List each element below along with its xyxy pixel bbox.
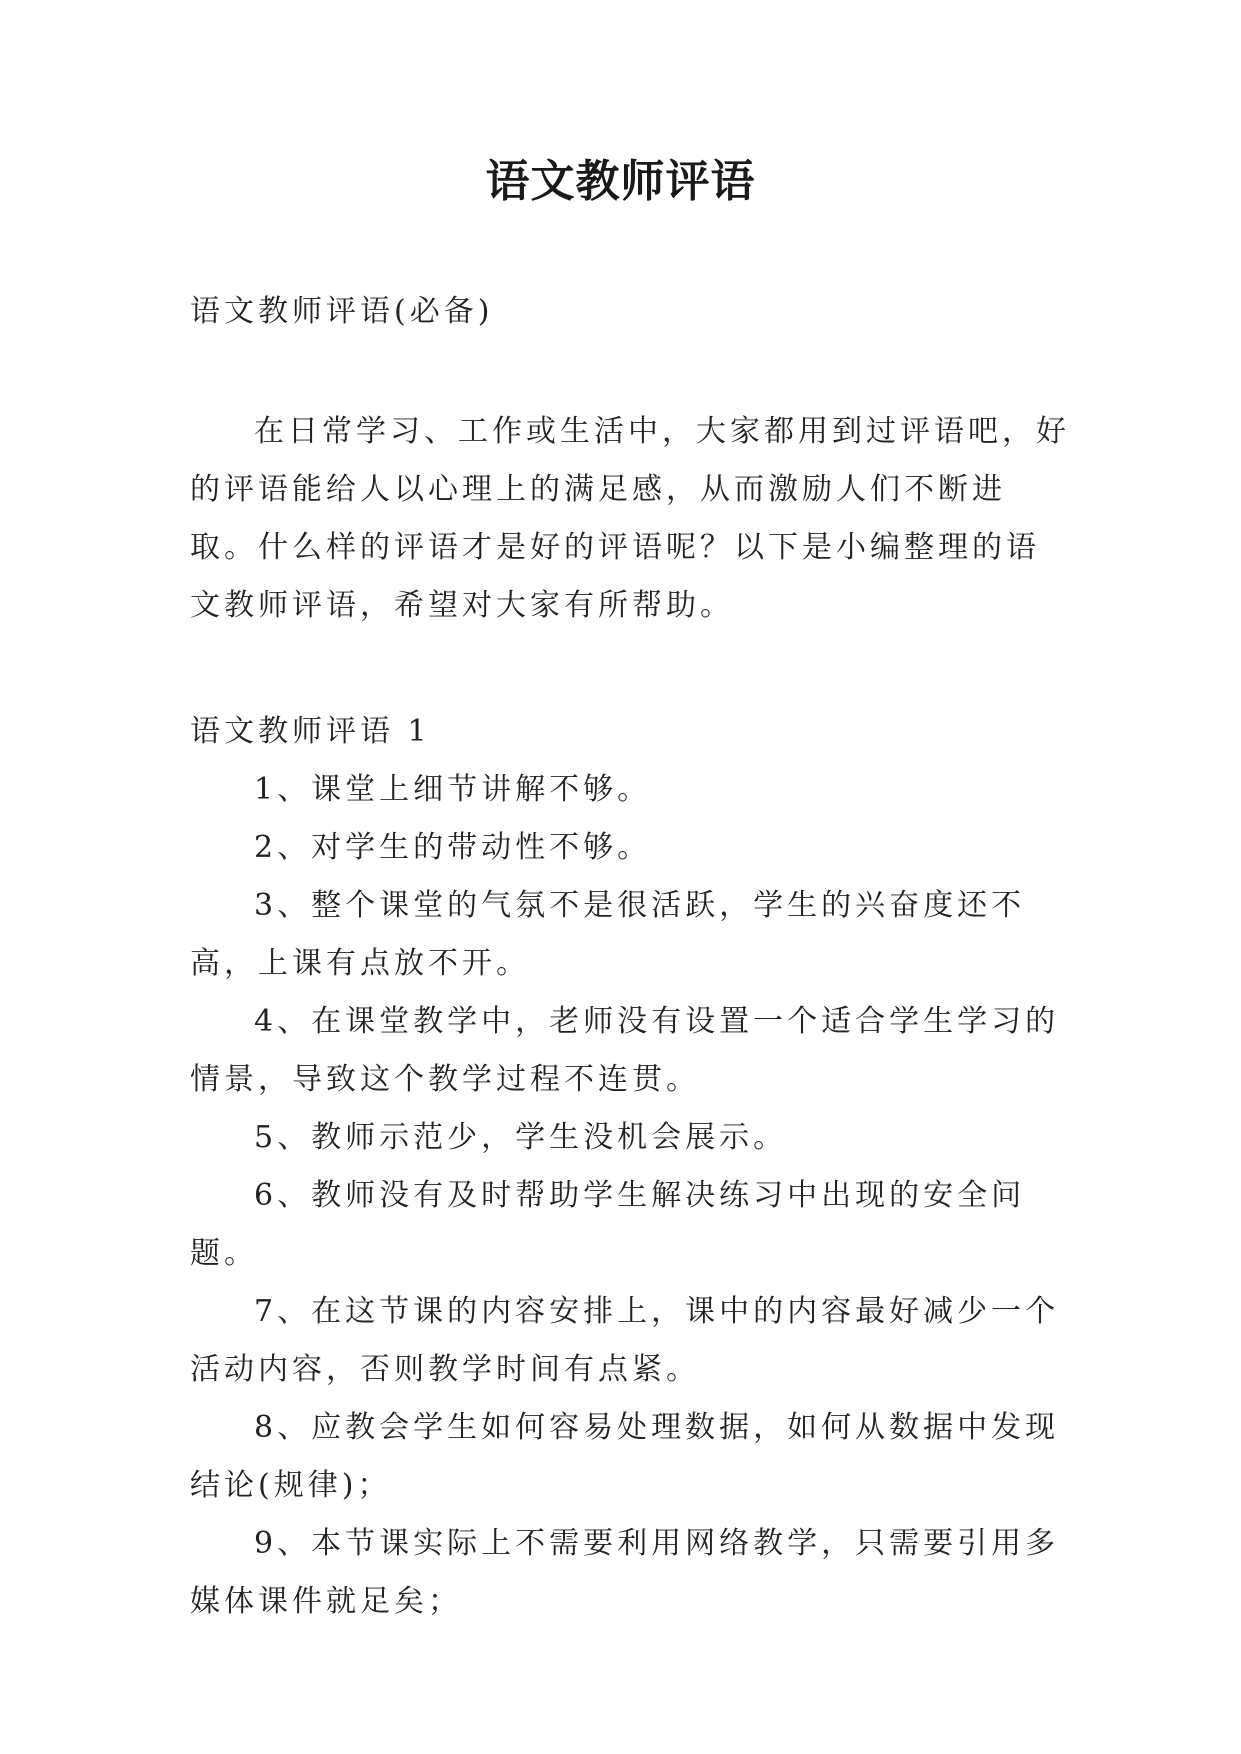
comment-item-1: 1、课堂上细节讲解不够。 — [254, 772, 652, 807]
comment-item-2: 2、对学生的带动性不够。 — [254, 830, 652, 865]
document-subtitle: 语文教师评语(必备) — [190, 294, 494, 329]
comment-item-5: 5、教师示范少，学生没机会展示。 — [254, 1120, 788, 1155]
comment-item-9: 9、本节课实际上不需要利用网络教学，只需要引用多媒体课件就足矣； — [190, 1526, 1060, 1619]
comment-item-3: 3、整个课堂的气氛不是很活跃，学生的兴奋度还不高，上课有点放不开。 — [190, 888, 1026, 981]
comment-item-8: 8、应教会学生如何容易处理数据，如何从数据中发现结论(规律)； — [190, 1410, 1060, 1503]
comment-item-4: 4、在课堂教学中，老师没有设置一个适合学生学习的情景，导致这个教学过程不连贯。 — [190, 1004, 1060, 1097]
document-body — [190, 283, 1070, 1631]
document-title: 语文教师评语 — [485, 156, 756, 207]
section-heading: 语文教师评语 1 — [190, 714, 431, 749]
comment-item-7: 7、在这节课的内容安排上，课中的内容最好减少一个活动内容，否则教学时间有点紧。 — [190, 1294, 1060, 1387]
comment-item-6: 6、教师没有及时帮助学生解决练习中出现的安全问题。 — [190, 1178, 1026, 1271]
intro-paragraph: 在日常学习、工作或生活中，大家都用到过评语吧，好的评语能给人以心理上的满足感，从而激励人们不断进取。什么样的评语才是好的评语呢？以下是小编整理的语文教师评语，希望对大家有所帮助。 — [190, 414, 1070, 623]
